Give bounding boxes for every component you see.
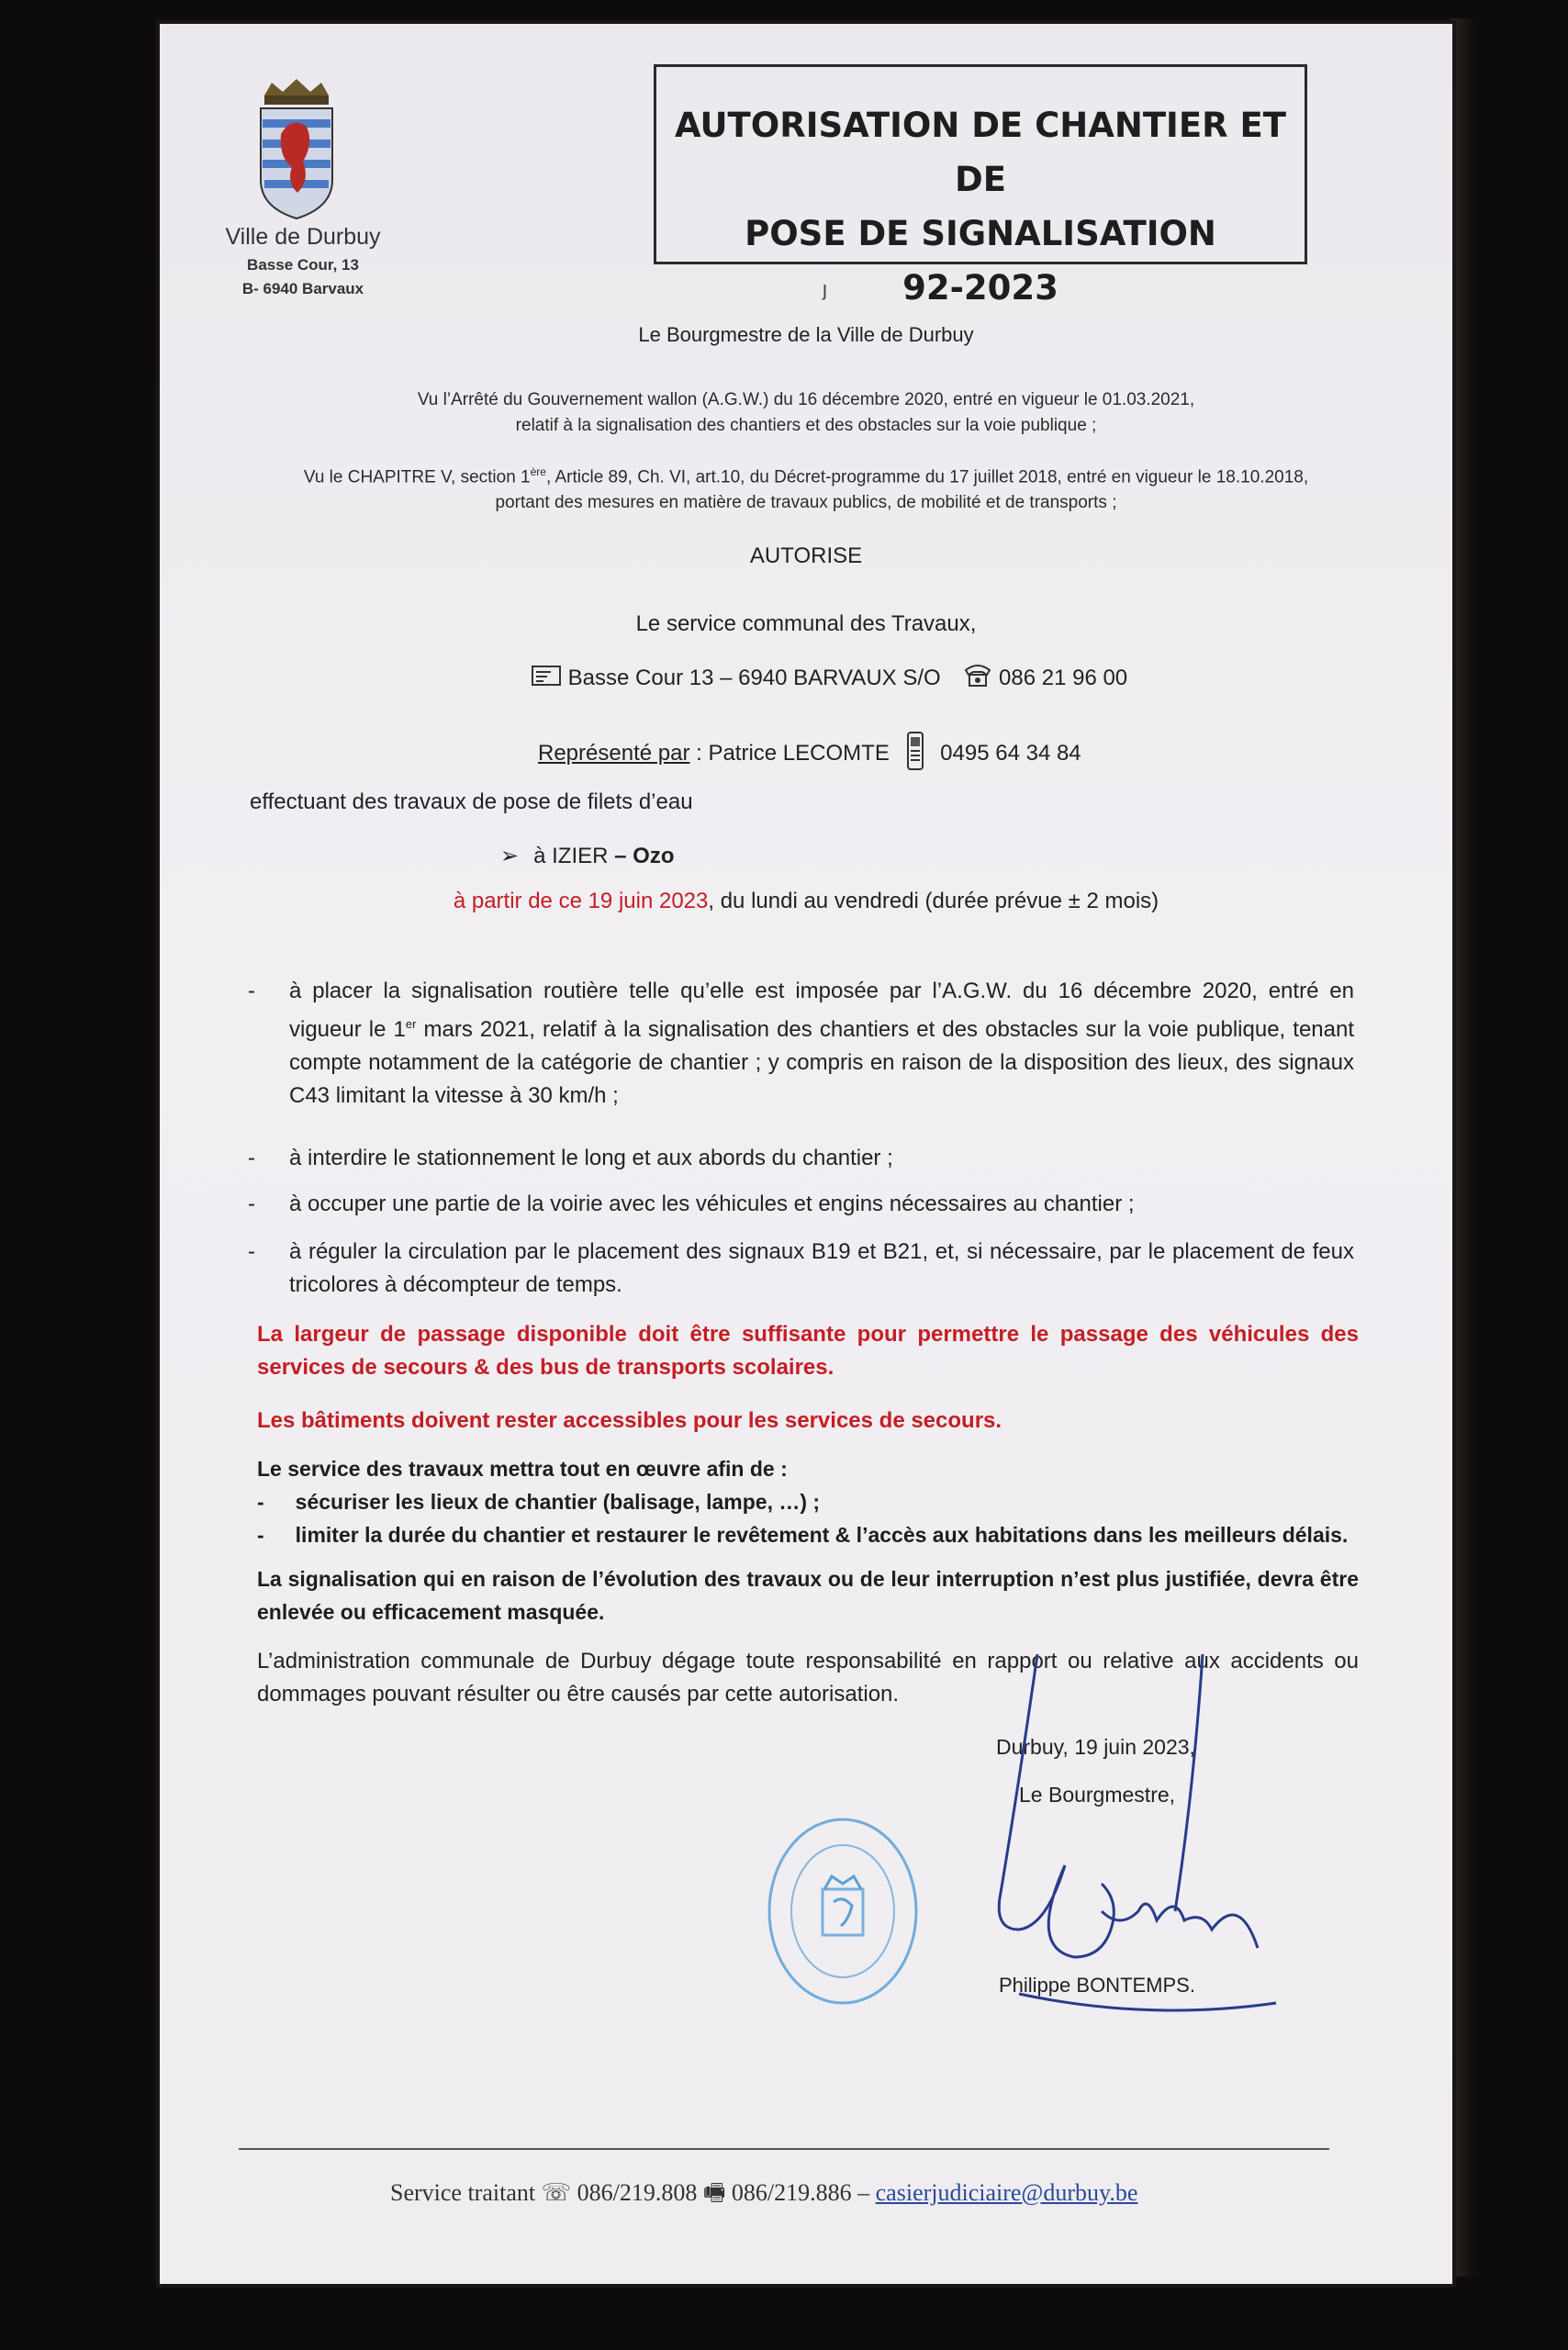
commitment-2-text: limiter la durée du chantier et restaurer le revêtement & l’accès aux habitations dans les meilleurs délais. <box>295 1523 1349 1547</box>
task-1-text-a: à placer la signalisation routière telle qu’elle est imposée par l’A.G.W. du 16 décembre 2020, entré en vigueur le 1 <box>289 979 1354 1042</box>
service-phone: 086 21 96 00 <box>999 665 1128 690</box>
notice-buildings-access: Les bâtiments doivent rester accessibles pour les services de secours. <box>257 1408 1002 1433</box>
task-text <box>289 975 1354 1113</box>
notice-passage-width: La largeur de passage disponible doit être suffisante pour permettre le passage des véhicules des services de secours & des bus de transports scolaires. <box>257 1322 1359 1380</box>
mobile-phone-icon <box>905 729 925 779</box>
liability-disclaimer: L’administration communale de Durbuy dégage toute responsabilité en rapport ou relative aux accidents ou dommages pouvant résulter ou être causés par cette autorisation. <box>257 1649 1359 1707</box>
task-text: à interdire le stationnement le long et aux abords du chantier ; <box>289 1146 893 1170</box>
phone-icon: ☏ <box>541 2179 572 2206</box>
work-period <box>156 889 1456 914</box>
commitment-intro: Le service des travaux mettra tout en œuvre afin de : <box>257 1457 788 1481</box>
footer-label: Service traitant <box>390 2179 536 2206</box>
whereas-2-line2: portant des mesures en matière de travaux publics, de mobilité et de transports ; <box>495 493 1117 513</box>
city-address-line1: Basse Cour, 13 <box>247 256 359 274</box>
footer-phone: 086/219.808 <box>577 2179 698 2206</box>
whereas-1-line2: relatif à la signalisation des chantiers et des obstacles sur la voie publique ; <box>515 416 1097 435</box>
whereas-2-line1 <box>248 459 1364 490</box>
title-line3: 92-2023 <box>902 268 1058 308</box>
represented-name: : Patrice LECOMTE <box>689 740 890 766</box>
whereas-2-line1-a: Vu le CHAPITRE V, section 1 <box>303 467 531 487</box>
city-address-line2: B- 6940 Barvaux <box>241 280 364 297</box>
footer-fax: 086/219.886 <box>731 2179 852 2206</box>
task-dash: - <box>248 1192 255 1216</box>
document-title-box <box>654 64 1307 308</box>
service-contact-line <box>531 663 1127 695</box>
document-sheet <box>156 20 1456 2288</box>
commitment-item-2 <box>257 1518 1359 1551</box>
work-location <box>500 843 674 869</box>
task-dash: - <box>248 1239 255 1264</box>
footer-divider <box>239 2148 1329 2150</box>
signature-role: Le Bourgmestre, <box>1019 1783 1176 1807</box>
footer-email-link[interactable]: casierjudiciaire@durbuy.be <box>875 2179 1138 2206</box>
work-description: effectuant des travaux de pose de filets d’eau <box>250 789 693 814</box>
title-line2: POSE DE SIGNALISATION <box>745 214 1216 253</box>
coat-of-arms-icon <box>255 79 338 235</box>
location-street: – Ozo <box>614 844 675 868</box>
task-dash: - <box>248 979 255 1003</box>
footer-separator: – <box>851 2179 876 2206</box>
whereas-2 <box>248 459 1364 516</box>
footer-contact <box>390 2176 1137 2216</box>
representative-line <box>538 729 1081 779</box>
commitment-dash: - <box>257 1523 264 1547</box>
task-1-text-b: mars 2021, relatif à la signalisation des chantiers et des obstacles sur la voie publique, tenant compte notamment de la catégorie de chantier ; y compris en raison de la disposition des lieux, des signaux C43 limitant la vitesse à 30 km/h ; <box>289 1017 1355 1108</box>
task-text: à occuper une partie de la voirie avec les véhicules et engins nécessaires au chantier ; <box>289 1192 1135 1216</box>
pen-mark: ȷ <box>823 277 827 300</box>
city-name: Ville de Durbuy <box>225 224 381 250</box>
work-schedule: , du lundi au vendredi (durée prévue ± 2 mois) <box>708 889 1159 913</box>
signature-date: Durbuy, 19 juin 2023, <box>996 1735 1195 1759</box>
location-village: à IZIER <box>533 844 615 868</box>
municipal-stamp <box>760 1810 925 2012</box>
whereas-1-line1: Vu l’Arrêté du Gouvernement wallon (A.G.W.) du 16 décembre 2020, entré en vigueur le 01.03.2021, <box>417 390 1195 409</box>
title-line1: AUTORISATION DE CHANTIER ET DE <box>675 106 1286 199</box>
whereas-1 <box>301 387 1311 439</box>
work-start-date: à partir de ce 19 juin 2023 <box>453 889 709 913</box>
mayor-heading: Le Bourgmestre de la Ville de Durbuy <box>638 323 974 346</box>
commitment-dash: - <box>257 1490 264 1514</box>
task-text: à réguler la circulation par le placement des signaux B19 et B21, et, si nécessaire, par le placement de feux tricolores à décompteur de temps. <box>289 1239 1354 1297</box>
phone-icon <box>963 663 992 695</box>
commitment-item-1 <box>257 1485 1359 1518</box>
fax-icon: 🖷 <box>702 2179 726 2206</box>
service-address: Basse Cour 13 – 6940 BARVAUX S/O <box>567 665 941 690</box>
represented-label: Représenté par <box>538 740 690 766</box>
signage-removal-note: La signalisation qui en raison de l’évolution des travaux ou de leur interruption n’est plus justifiée, devra être enlevée ou efficacement masquée. <box>257 1567 1359 1624</box>
whereas-2-line1-b: , Article 89, Ch. VI, art.10, du Décret-programme du 17 juillet 2018, entré en vigueur le 18.10.2018, <box>545 467 1309 487</box>
represented-mobile: 0495 64 34 84 <box>940 740 1081 766</box>
service-name: Le service communal des Travaux, <box>635 611 977 636</box>
arrow-bullet-icon: ➢ <box>500 844 520 868</box>
envelope-icon <box>531 663 562 695</box>
commitment-1-text: sécuriser les lieux de chantier (balisage, lampe, …) ; <box>295 1490 821 1514</box>
authorise-heading: AUTORISE <box>749 543 863 568</box>
whereas-2-superscript: ère <box>530 465 546 478</box>
signatory-name: Philippe BONTEMPS. <box>999 1974 1195 1997</box>
task-1-superscript: er <box>405 1017 417 1031</box>
city-header <box>211 224 395 298</box>
task-dash: - <box>248 1146 255 1170</box>
